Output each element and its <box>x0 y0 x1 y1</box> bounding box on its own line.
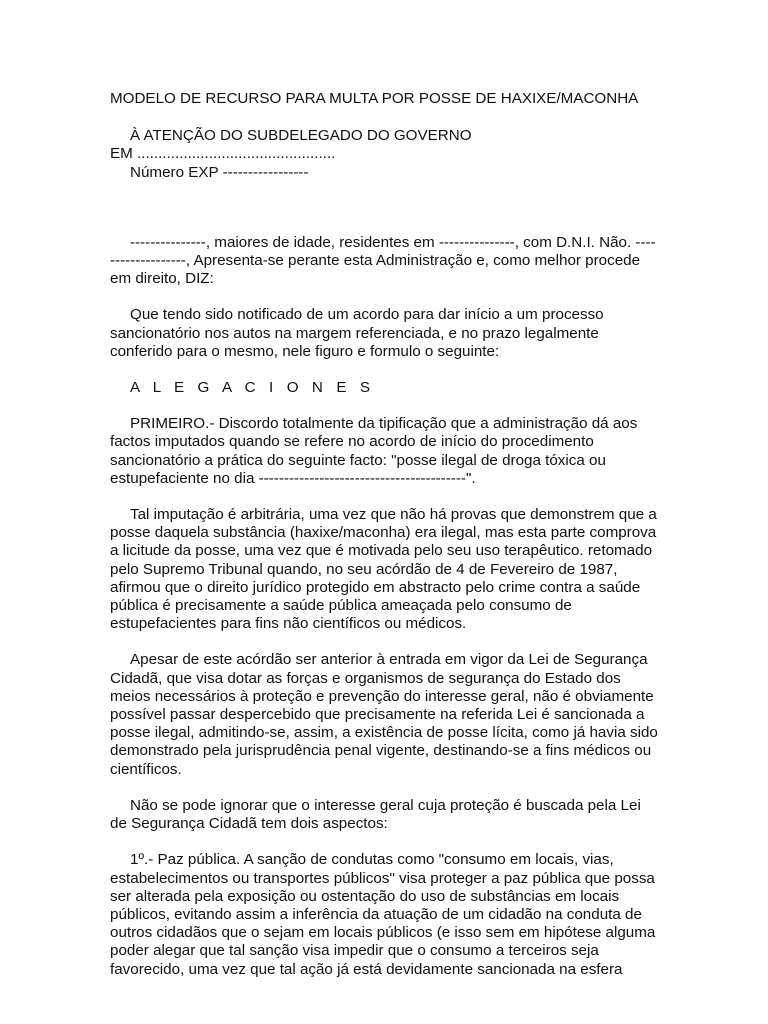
paragraph-lei-seguranca: Apesar de este acórdão ser anterior à entrada em vigor da Lei de Segurança Cidadã, que visa dotar as forças e organismos de segurança do Estado dos meios necessários à proteção e prevenção do interesse geral, não é obviamente possível passar despercebido que precisamente na referida Lei é sancionada a posse ilegal, admitindo-se, assim, a existência de posse lícita, como já havia sido demonstrado pela jurisprudência penal vigente, destinando-se a fins médicos ou científicos. <box>110 651 658 778</box>
paragraph-primeiro: PRIMEIRO.- Discordo totalmente da tipificação que a administração dá aos factos imputados quando se refere no acordo de início do procedimento sancionatório a prática do seguinte facto: "posse ilegal de droga tóxica ou estupefaciente no dia -----------------------------------------". <box>110 415 638 487</box>
document-body <box>110 90 658 979</box>
paragraph-interesse-geral: Não se pode ignorar que o interesse geral cuja proteção é buscada pela Lei de Segurança Cidadã tem dois aspectos: <box>110 796 641 833</box>
paragraph-identification: ---------------, maiores de idade, residentes em ---------------, com D.N.I. Não. -------------------, Apresenta-se perante esta Administração e, como melhor procede em direito, DIZ: <box>110 233 656 288</box>
paragraph-notification: Que tendo sido notificado de um acordo para dar início a um processo sancionatório nos autos na margem referenciada, e no prazo legalmente conferido para o mesmo, nele figuro e formulo o seguinte: <box>110 306 604 360</box>
section-heading-alegaciones: A L E G A C I O N E S <box>130 379 375 397</box>
addressee-line: À ATENÇÃO DO SUBDELEGADO DO GOVERNO <box>130 127 472 145</box>
em-line: EM ............................................... <box>110 145 336 163</box>
paragraph-imputacao: Tal imputação é arbitrária, uma vez que não há provas que demonstrem que a posse daquela substância (haxixe/maconha) era ilegal, mas esta parte comprova a licitude da posse, uma vez que é motivada pelo seu uso terapêutico. retomado pelo Supremo Tribunal quando, no seu acórdão de 4 de Fevereiro de 1987, afirmou que o direito jurídico protegido em abstracto pelo crime contra a saúde pública é precisamente a saúde pública ameaçada pelo consumo de estupefacientes para fins não científicos ou médicos. <box>110 506 657 633</box>
document-title: MODELO DE RECURSO PARA MULTA POR POSSE DE HAXIXE/MACONHA <box>110 90 639 107</box>
paragraph-paz-publica: 1º.- Paz pública. A sanção de condutas como "consumo em locais, vias, estabelecimentos ou transportes públicos" visa proteger a paz pública que possa ser alterada pela exposição ou ostentação do uso de substâncias em locais públicos, evitando assim a inferência da atuação de um cidadão na conduta de outros cidadãos que o sejam em locais públicos (e isso sem em hipótese alguma poder alegar que tal sanção visa impedir que o consumo a terceiros seja favorecido, uma vez que tal ação já está devidamente sancionada na esfera <box>110 851 656 978</box>
exp-number-line: Número EXP ----------------- <box>130 163 309 181</box>
